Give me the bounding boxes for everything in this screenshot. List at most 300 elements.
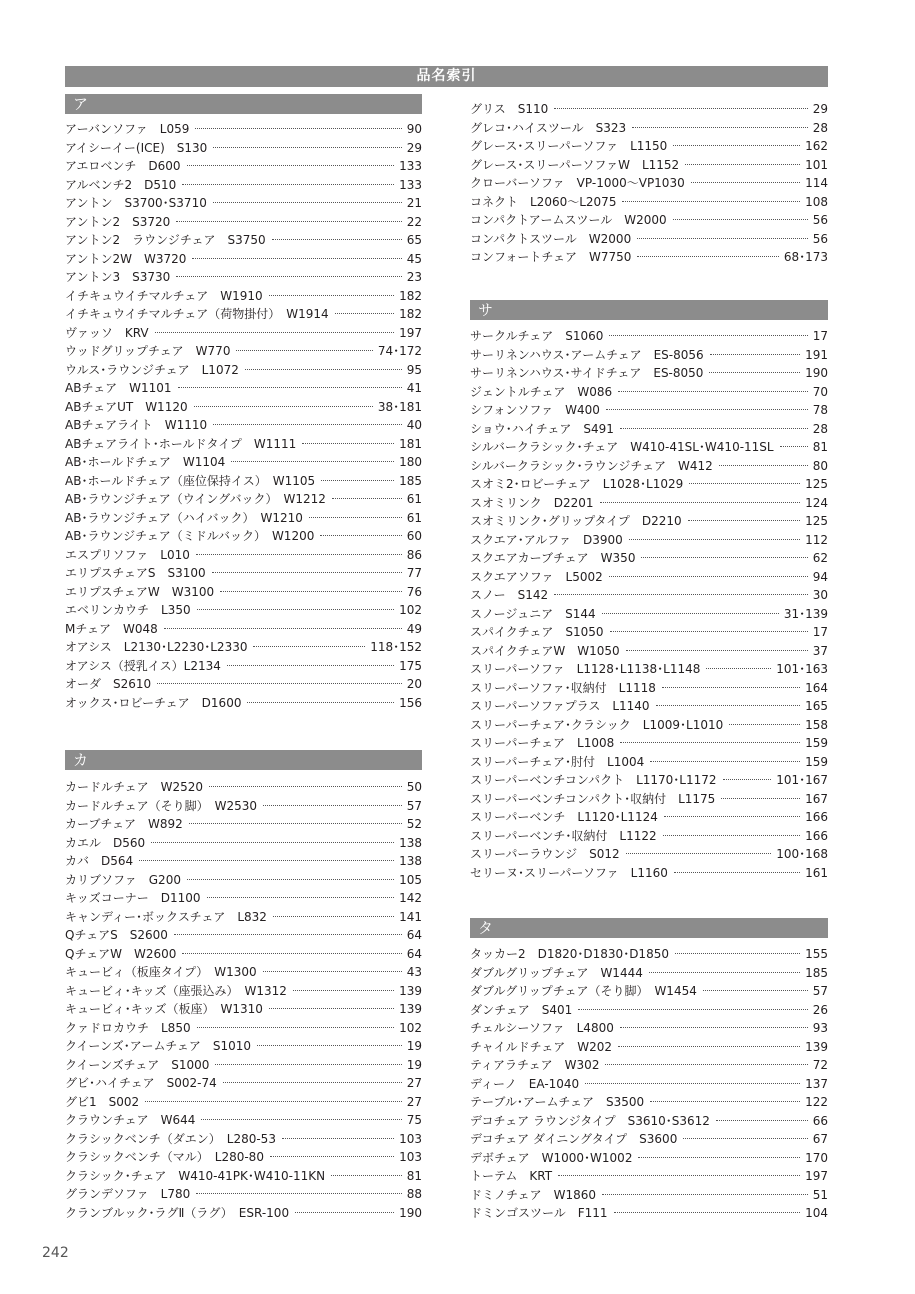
entry-page: 41: [406, 381, 422, 395]
dot-leader: [245, 369, 402, 370]
index-entry: [65, 982, 422, 1001]
index-entry: [65, 1093, 422, 1112]
entry-name: スクエアカーブチェア W350: [470, 551, 636, 565]
entry-name: グレコ･ハイスツール S323: [470, 120, 627, 135]
entry-page: 159: [805, 736, 828, 750]
entry-page: 112: [805, 532, 828, 547]
entry-page: 60: [406, 529, 422, 543]
index-entry: [470, 1204, 828, 1223]
entry-page: 104: [805, 1206, 828, 1220]
entry-name: スパイクチェアW W1050: [470, 643, 620, 658]
entry-name: スリーパーチェア･肘付 L1004: [470, 754, 645, 769]
index-entry: [65, 1148, 422, 1167]
entry-name: グランデソファ L780: [65, 1187, 191, 1201]
index-entry: [65, 120, 422, 139]
entry-name: ウッドグリップチェア W770: [65, 344, 231, 358]
entry-name: AB･ラウンジチェア（ミドルバック） W1200: [65, 529, 315, 543]
dot-leader: [641, 557, 807, 558]
index-entry: [470, 568, 828, 587]
dot-leader: [196, 1193, 401, 1194]
entry-page: 27: [406, 1076, 422, 1090]
entry-page: 80: [812, 458, 828, 473]
index-entry: [470, 512, 828, 531]
entry-page: 70: [812, 384, 828, 399]
index-entry: [470, 193, 828, 212]
entry-name: AB･ホールドチェア W1104: [65, 455, 226, 469]
entry-name: ヴァッソ KRV: [65, 325, 149, 340]
dot-leader: [618, 391, 808, 392]
entry-name: アエロベンチ D600: [65, 159, 181, 173]
dot-leader: [554, 594, 808, 595]
index-entry: [65, 453, 422, 472]
dot-leader: [632, 127, 808, 128]
entry-page: 20: [406, 677, 422, 691]
dot-leader: [231, 461, 394, 462]
entry-name: トーテム KRT: [470, 1169, 553, 1183]
entry-page: 22: [406, 214, 422, 229]
index-entry: [470, 982, 828, 1001]
dot-leader: [182, 184, 394, 185]
entry-name: アントン2 ラウンジチェア S3750: [65, 233, 266, 247]
entry-page: 21: [406, 196, 422, 210]
dot-leader: [600, 502, 801, 503]
entry-page: 182: [399, 288, 422, 303]
entry-page: 118･152: [370, 640, 422, 654]
entry-page: 49: [406, 621, 422, 636]
dot-leader: [201, 1119, 401, 1120]
index-entry: [65, 435, 422, 454]
dot-leader: [602, 613, 779, 614]
entry-name: スノージュニア S144: [470, 606, 596, 621]
entry-name: グビ･ハイチェア S002-74: [65, 1076, 217, 1090]
entry-name: ショウ･ハイチェア S491: [470, 421, 614, 436]
dot-leader: [689, 483, 800, 484]
entry-name: クローバーソファ VP-1000～VP1030: [470, 176, 685, 190]
entry-page: 40: [406, 418, 422, 432]
entry-name: QチェアW W2600: [65, 946, 177, 961]
entry-page: 28: [812, 421, 828, 436]
dot-leader: [282, 1138, 394, 1139]
entry-page: 95: [406, 362, 422, 377]
entry-page: 57: [406, 798, 422, 813]
entry-name: アイシーイー(ICE) S130: [65, 140, 208, 155]
index-entry: [470, 494, 828, 513]
index-entry: [470, 383, 828, 402]
entry-page: 124: [805, 495, 828, 510]
entry-page: 19: [406, 1039, 422, 1053]
entry-page: 155: [805, 947, 828, 961]
index-entry: [65, 908, 422, 927]
dot-leader: [197, 1027, 395, 1028]
index-entry: [470, 964, 828, 983]
entry-name: スリーパーソファ･収納付 L1118: [470, 680, 656, 695]
dot-leader: [719, 465, 808, 466]
dot-leader: [187, 165, 395, 166]
entry-name: サーリネンハウス･アームチェア ES-8056: [470, 347, 704, 362]
index-entry: [65, 1019, 422, 1038]
entry-name: アントン2 S3720: [65, 214, 171, 229]
entry-name: クラウンチェア W644: [65, 1113, 196, 1127]
entry-name: スリーパーラウンジ S012: [470, 847, 620, 861]
entry-page: 125: [805, 477, 828, 491]
index-entry: [65, 546, 422, 565]
entry-page: 17: [812, 329, 828, 343]
index-entry: [65, 250, 422, 269]
dot-leader: [187, 879, 394, 880]
dot-leader: [614, 1212, 801, 1213]
entry-page: 185: [399, 473, 422, 488]
entry-name: オアシス（授乳イス）L2134: [65, 658, 221, 673]
dot-leader: [164, 628, 402, 629]
entry-page: 101･163: [776, 662, 828, 676]
index-entry: [65, 509, 422, 528]
index-entry: [470, 845, 828, 864]
index-entry: [470, 475, 828, 494]
dot-leader: [213, 424, 402, 425]
dot-leader: [609, 335, 807, 336]
entry-name: アントン S3700･S3710: [65, 196, 207, 210]
index-entry: [470, 174, 828, 193]
entry-name: エベリンカウチ L350: [65, 603, 191, 617]
entry-name: アルベンチ2 D510: [65, 177, 177, 192]
entry-page: 52: [406, 817, 422, 831]
entry-page: 38･181: [377, 399, 422, 414]
dot-leader: [706, 668, 771, 669]
entry-page: 185: [805, 965, 828, 980]
index-entry: [470, 346, 828, 365]
entry-page: 139: [399, 1002, 422, 1016]
dot-leader: [650, 761, 800, 762]
entry-page: 77: [406, 566, 422, 580]
index-entry: [470, 156, 828, 175]
index-entry: [470, 679, 828, 698]
entry-name: ジェントルチェア W086: [470, 384, 613, 399]
index-entry: [470, 771, 828, 790]
index-entry: [470, 364, 828, 383]
entry-page: 139: [805, 1039, 828, 1054]
dot-leader: [196, 554, 402, 555]
index-entry: [65, 398, 422, 417]
entry-page: 27: [406, 1094, 422, 1109]
dot-leader: [637, 238, 808, 239]
section-ta-entries: [470, 945, 828, 1223]
index-entry: [65, 1000, 422, 1019]
entry-name: ドミノチェア W1860: [470, 1187, 597, 1202]
entry-name: キャンディー･ボックスチェア L832: [65, 909, 267, 924]
dot-leader: [139, 860, 394, 861]
entry-page: 57: [812, 984, 828, 998]
entry-page: 166: [805, 828, 828, 843]
dot-leader: [155, 332, 394, 333]
entry-page: 191: [805, 347, 828, 362]
entry-page: 43: [406, 965, 422, 979]
dot-leader: [629, 539, 800, 540]
entry-page: 101･167: [776, 773, 828, 787]
entry-page: 93: [812, 1021, 828, 1035]
dot-leader: [626, 853, 772, 854]
section-heading-a: ア: [65, 94, 422, 114]
dot-leader: [620, 742, 800, 743]
index-entry: [470, 623, 828, 642]
entry-name: イチキュウイチマルチェア（荷物掛付） W1914: [65, 307, 329, 321]
entry-page: 81: [406, 1168, 422, 1183]
dot-leader: [609, 576, 808, 577]
entry-page: 103: [399, 1150, 422, 1164]
index-entry: [470, 1075, 828, 1094]
entry-name: AB･ラウンジチェア（ウイングバック） W1212: [65, 492, 326, 506]
entry-name: ABチェア W1101: [65, 381, 172, 395]
index-entry: [65, 638, 422, 657]
section-ka-continued-entries: [470, 100, 828, 267]
entry-name: ABチェアライト W1110: [65, 418, 208, 432]
dot-leader: [302, 443, 394, 444]
entry-page: 29: [406, 140, 422, 155]
entry-name: サークルチェア S1060: [470, 329, 604, 343]
dot-leader: [309, 517, 402, 518]
index-entry: [65, 1204, 422, 1223]
entry-page: 166: [805, 810, 828, 824]
entry-page: 94: [812, 569, 828, 584]
entry-name: グレース･スリーパーソファW L1152: [470, 157, 680, 172]
dot-leader: [272, 239, 402, 240]
section-heading-ka: カ: [65, 750, 422, 770]
dot-leader: [638, 1157, 800, 1158]
entry-name: スノー S142: [470, 588, 549, 602]
dot-leader: [554, 108, 807, 109]
entry-name: ウルス･ラウンジチェア L1072: [65, 362, 239, 377]
dot-leader: [716, 1120, 808, 1121]
entry-name: ティアラチェア W302: [470, 1058, 600, 1072]
entry-page: 133: [399, 177, 422, 192]
entry-name: カーブチェア W892: [65, 817, 183, 831]
entry-page: 61: [406, 510, 422, 525]
entry-name: エリプスチェアS S3100: [65, 566, 206, 580]
dot-leader: [622, 201, 800, 202]
index-entry: [470, 605, 828, 624]
index-entry: [65, 268, 422, 287]
index-entry: [65, 1074, 422, 1093]
entry-name: コンフォートチェア W7750: [470, 250, 632, 264]
dot-leader: [209, 786, 402, 787]
dot-leader: [176, 221, 401, 222]
entry-name: エリプスチェアW W3100: [65, 584, 215, 599]
dot-leader: [321, 480, 394, 481]
dot-leader: [223, 1082, 402, 1083]
entry-page: 197: [399, 325, 422, 340]
index-entry: [470, 230, 828, 249]
entry-name: カリブソファ G200: [65, 872, 181, 887]
entry-page: 61: [406, 492, 422, 506]
index-entry: [470, 531, 828, 550]
index-entry: [65, 416, 422, 435]
dot-leader: [618, 1046, 800, 1047]
entry-name: イチキュウイチマルチェア W1910: [65, 288, 263, 303]
entry-page: 164: [805, 680, 828, 695]
index-entry: [470, 716, 828, 735]
entry-name: エスプリソファ L010: [65, 547, 190, 562]
index-entry: [65, 657, 422, 676]
entry-name: スクエア･アルファ D3900: [470, 532, 623, 547]
entry-page: 180: [399, 455, 422, 469]
dot-leader: [663, 835, 800, 836]
entry-name: AB･ホールドチェア（座位保持イス） W1105: [65, 473, 316, 488]
entry-page: 90: [406, 122, 422, 136]
entry-name: サーリネンハウス･サイドチェア ES-8050: [470, 366, 704, 380]
index-entry: [65, 694, 422, 713]
entry-name: アントン3 S3730: [65, 270, 171, 284]
entry-page: 165: [805, 699, 828, 713]
entry-name: チェルシーソファ L4800: [470, 1021, 614, 1035]
entry-page: 17: [812, 625, 828, 639]
index-entry: [470, 808, 828, 827]
entry-page: 138: [399, 854, 422, 868]
dot-leader: [220, 591, 402, 592]
entry-page: 29: [812, 102, 828, 116]
entry-page: 142: [399, 891, 422, 905]
index-entry: [470, 549, 828, 568]
dot-leader: [688, 520, 800, 521]
index-entry: [470, 1056, 828, 1075]
entry-name: スリーパーベンチコンパクト L1170･L1172: [470, 773, 717, 787]
entry-page: 50: [406, 780, 422, 794]
index-entry: [65, 1111, 422, 1130]
index-entry: [470, 420, 828, 439]
index-title: 品名索引: [65, 66, 828, 87]
dot-leader: [620, 1027, 808, 1028]
index-entry: [470, 864, 828, 883]
dot-leader: [293, 990, 394, 991]
entry-page: 62: [812, 551, 828, 565]
entry-page: 102: [399, 1020, 422, 1035]
index-entry: [65, 176, 422, 195]
dot-leader: [585, 1083, 800, 1084]
entry-name: コンパクトスツール W2000: [470, 231, 632, 246]
entry-page: 76: [406, 584, 422, 599]
index-entry: [470, 1149, 828, 1168]
index-entry: [65, 1056, 422, 1075]
dot-leader: [558, 1175, 800, 1176]
entry-name: クラシック･チェア W410-41PK･W410-11KN: [65, 1168, 326, 1183]
index-entry: [65, 1130, 422, 1149]
entry-name: ダブルグリップチェア（そり脚） W1454: [470, 984, 697, 998]
index-entry: [470, 697, 828, 716]
entry-name: クイーンズチェア S1000: [65, 1057, 210, 1072]
entry-name: ABチェアUT W1120: [65, 399, 188, 414]
index-entry: [65, 527, 422, 546]
entry-name: クァドロカウチ L850: [65, 1020, 191, 1035]
entry-page: 190: [805, 366, 828, 380]
entry-name: ドミンゴスツール F111: [470, 1206, 608, 1220]
dot-leader: [703, 990, 808, 991]
entry-page: 138: [399, 835, 422, 850]
section-ka-entries: [65, 778, 422, 1222]
dot-leader: [182, 953, 401, 954]
index-entry: [65, 963, 422, 982]
entry-name: ダンチェア S401: [470, 1002, 573, 1017]
entry-page: 74･172: [377, 344, 422, 358]
dot-leader: [192, 258, 401, 259]
dot-leader: [207, 897, 395, 898]
entry-name: シルバークラシック･ラウンジチェア W412: [470, 458, 713, 473]
index-entry: [65, 778, 422, 797]
entry-name: チャイルドチェア W202: [470, 1039, 613, 1054]
entry-name: デコチェア ラウンジタイプ S3610･S3612: [470, 1113, 710, 1128]
entry-page: 37: [812, 643, 828, 658]
entry-name: オアシス L2130･L2230･L2330: [65, 640, 248, 654]
entry-page: 68･173: [783, 250, 828, 264]
dot-leader: [253, 646, 365, 647]
dot-leader: [637, 256, 778, 257]
section-sa-entries: [470, 327, 828, 882]
dot-leader: [709, 372, 800, 373]
dot-leader: [626, 650, 808, 651]
entry-page: 101: [805, 157, 828, 172]
entry-page: 108: [805, 194, 828, 209]
index-entry: [65, 490, 422, 509]
index-entry: [470, 827, 828, 846]
index-entry: [65, 379, 422, 398]
dot-leader: [656, 705, 801, 706]
dot-leader: [683, 1138, 807, 1139]
entry-page: 56: [812, 231, 828, 246]
dot-leader: [649, 972, 800, 973]
dot-leader: [269, 295, 394, 296]
entry-name: スパイクチェア S1050: [470, 625, 604, 639]
dot-leader: [269, 1008, 394, 1009]
index-entry: [470, 1186, 828, 1205]
entry-page: 182: [399, 307, 422, 321]
entry-name: スリーパーベンチ L1120･L1124: [470, 810, 658, 824]
index-entry: [470, 211, 828, 230]
entry-name: クランブルック･ラグⅡ（ラグ） ESR-100: [65, 1205, 290, 1220]
entry-page: 190: [399, 1205, 422, 1220]
entry-name: カードルチェア W2520: [65, 780, 204, 794]
dot-leader: [620, 428, 808, 429]
entry-page: 81: [812, 440, 828, 454]
entry-page: 64: [406, 946, 422, 961]
entry-page: 66: [812, 1113, 828, 1128]
entry-page: 162: [805, 139, 828, 153]
entry-name: ABチェアライト･ホールドタイプ W1111: [65, 436, 297, 451]
dot-leader: [270, 1156, 394, 1157]
entry-page: 159: [805, 754, 828, 769]
dot-leader: [263, 805, 402, 806]
index-entry: [470, 1093, 828, 1112]
dot-leader: [215, 1064, 401, 1065]
entry-page: 175: [399, 658, 422, 673]
entry-page: 114: [805, 176, 828, 190]
entry-page: 78: [812, 403, 828, 417]
entry-name: キュービィ（板座タイプ） W1300: [65, 965, 257, 979]
entry-page: 45: [406, 251, 422, 266]
entry-name: スクエアソファ L5002: [470, 569, 603, 584]
entry-name: コンパクトアームスツール W2000: [470, 213, 667, 227]
index-entry: [470, 734, 828, 753]
dot-leader: [578, 1009, 807, 1010]
entry-name: カエル D560: [65, 835, 146, 850]
entry-page: 167: [805, 791, 828, 806]
dot-leader: [236, 350, 372, 351]
entry-name: スリーパーソファ L1128･L1138･L1148: [470, 662, 701, 676]
section-heading-sa: サ: [470, 300, 828, 320]
entry-name: スオミリンク･グリップタイプ D2210: [470, 514, 682, 528]
entry-name: キッズコーナー D1100: [65, 891, 201, 905]
section-a-entries: [65, 120, 422, 712]
index-entry: [65, 157, 422, 176]
dot-leader: [195, 128, 401, 129]
dot-leader: [145, 1101, 402, 1102]
dot-leader: [213, 202, 402, 203]
